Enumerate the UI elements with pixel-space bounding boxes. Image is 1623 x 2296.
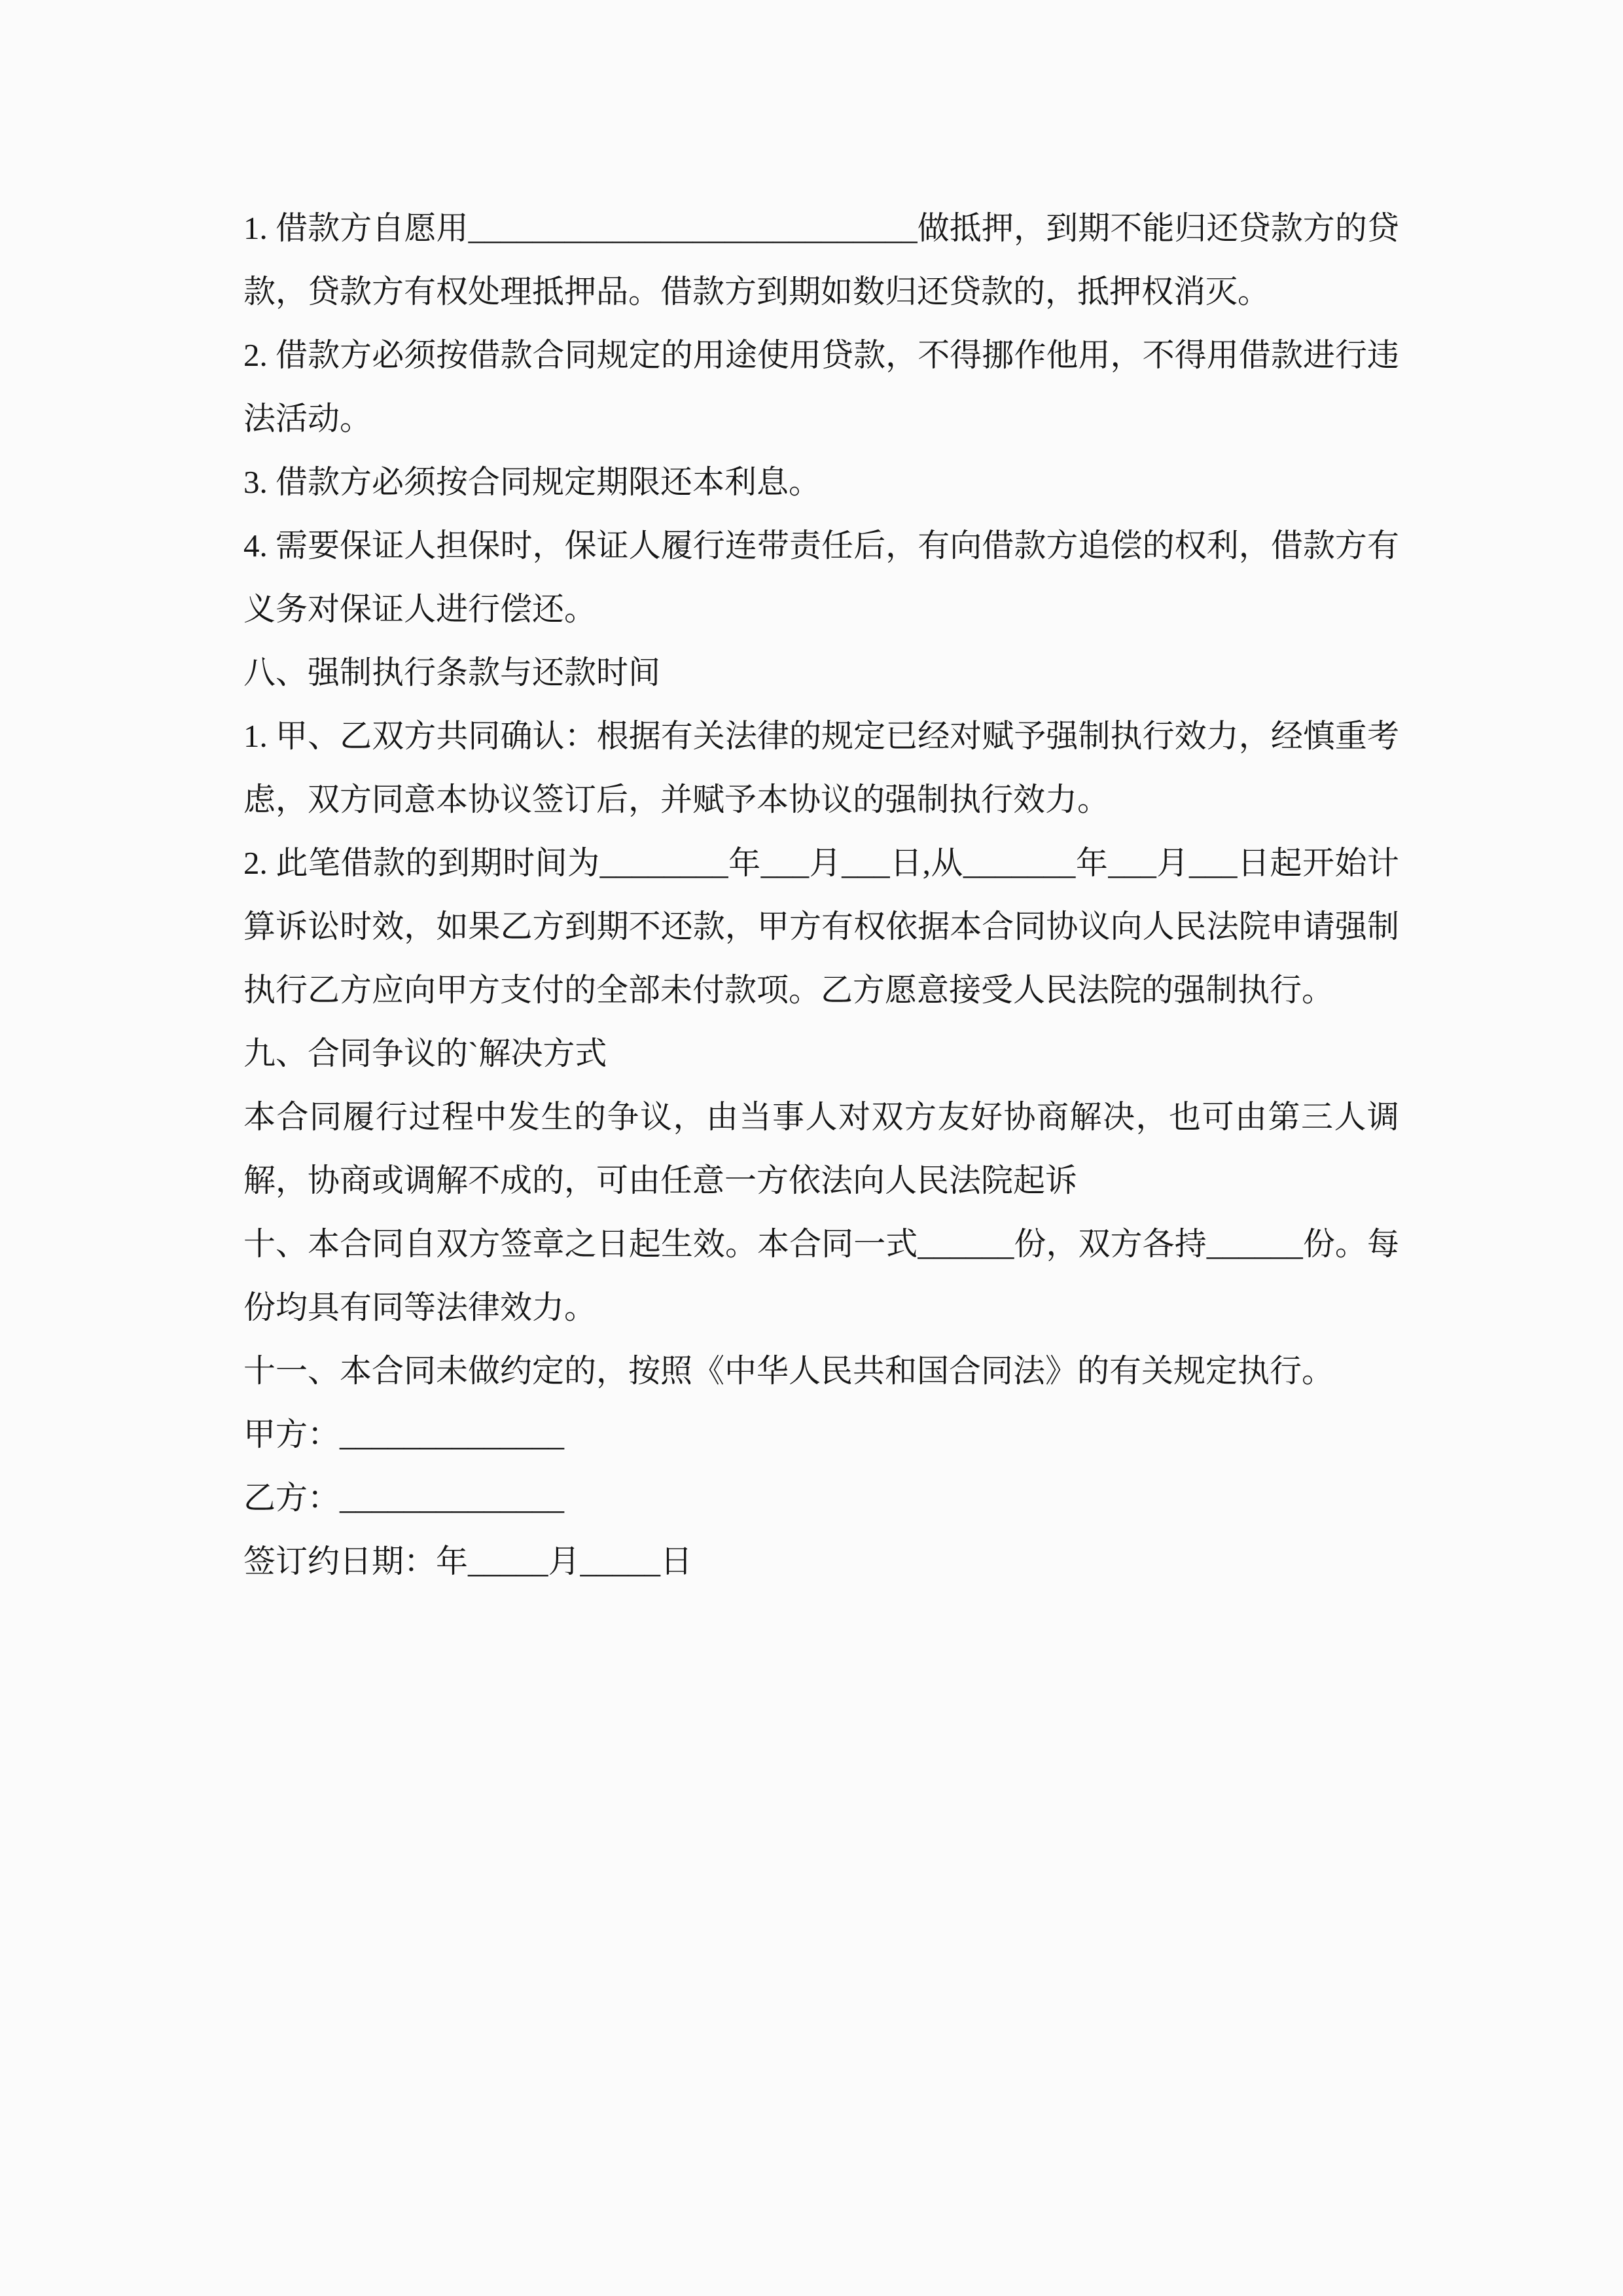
clause-7-4-guarantor: 4. 需要保证人担保时，保证人履行连带责任后，有向借款方追偿的权利，借款方有义务对保证人进行偿还。 xyxy=(243,528,1399,627)
clause-7-3-repayment-term: 3. 借款方必须按合同规定期限还本利息。 xyxy=(243,464,821,500)
clause-8-2-due-date: 2. 此笔借款的到期时间为________年___月___日,从_______年___月___日起开始计算诉讼时效，如果乙方到期不还款，甲方有权依据本合同协议向人民法院申请强制执行乙方应向甲方支付的全部未付款项。乙方愿意接受人民法院的强制执行。 xyxy=(243,845,1399,1008)
party-b-signature-line: 乙方：______________ xyxy=(243,1480,565,1516)
contract-body xyxy=(243,196,1399,1593)
section-8-heading: 八、强制执行条款与还款时间 xyxy=(243,655,661,691)
clause-7-1-mortgage: 1. 借款方自愿用____________________________做抵押，到期不能归还贷款方的贷款，贷款方有权处理抵押品。借款方到期如数归还贷款的，抵押权消灭。 xyxy=(243,210,1399,310)
clause-7-2-loan-usage: 2. 借款方必须按借款合同规定的用途使用贷款，不得挪作他用，不得用借款进行违法活动。 xyxy=(243,337,1399,437)
clause-8-1-confirmation: 1. 甲、乙双方共同确认：根据有关法律的规定已经对赋予强制执行效力，经慎重考虑，双方同意本协议签订后，并赋予本协议的强制执行效力。 xyxy=(243,718,1399,817)
party-a-signature-line: 甲方：______________ xyxy=(243,1416,565,1452)
section-9-heading: 九、合同争议的`解决方式 xyxy=(243,1035,607,1071)
section-10-effectiveness: 十、本合同自双方签章之日起生效。本合同一式______份，双方各持______份。每份均具有同等法律效力。 xyxy=(243,1226,1399,1325)
signing-date-line: 签订约日期：年_____月_____日 xyxy=(243,1543,693,1579)
clause-9-dispute-resolution: 本合同履行过程中发生的争议，由当事人对双方友好协商解决，也可由第三人调解，协商或调解不成的，可由任意一方依法向人民法院起诉 xyxy=(243,1099,1399,1198)
section-11-contract-law: 十一、本合同未做约定的，按照《中华人民共和国合同法》的有关规定执行。 xyxy=(243,1353,1334,1389)
